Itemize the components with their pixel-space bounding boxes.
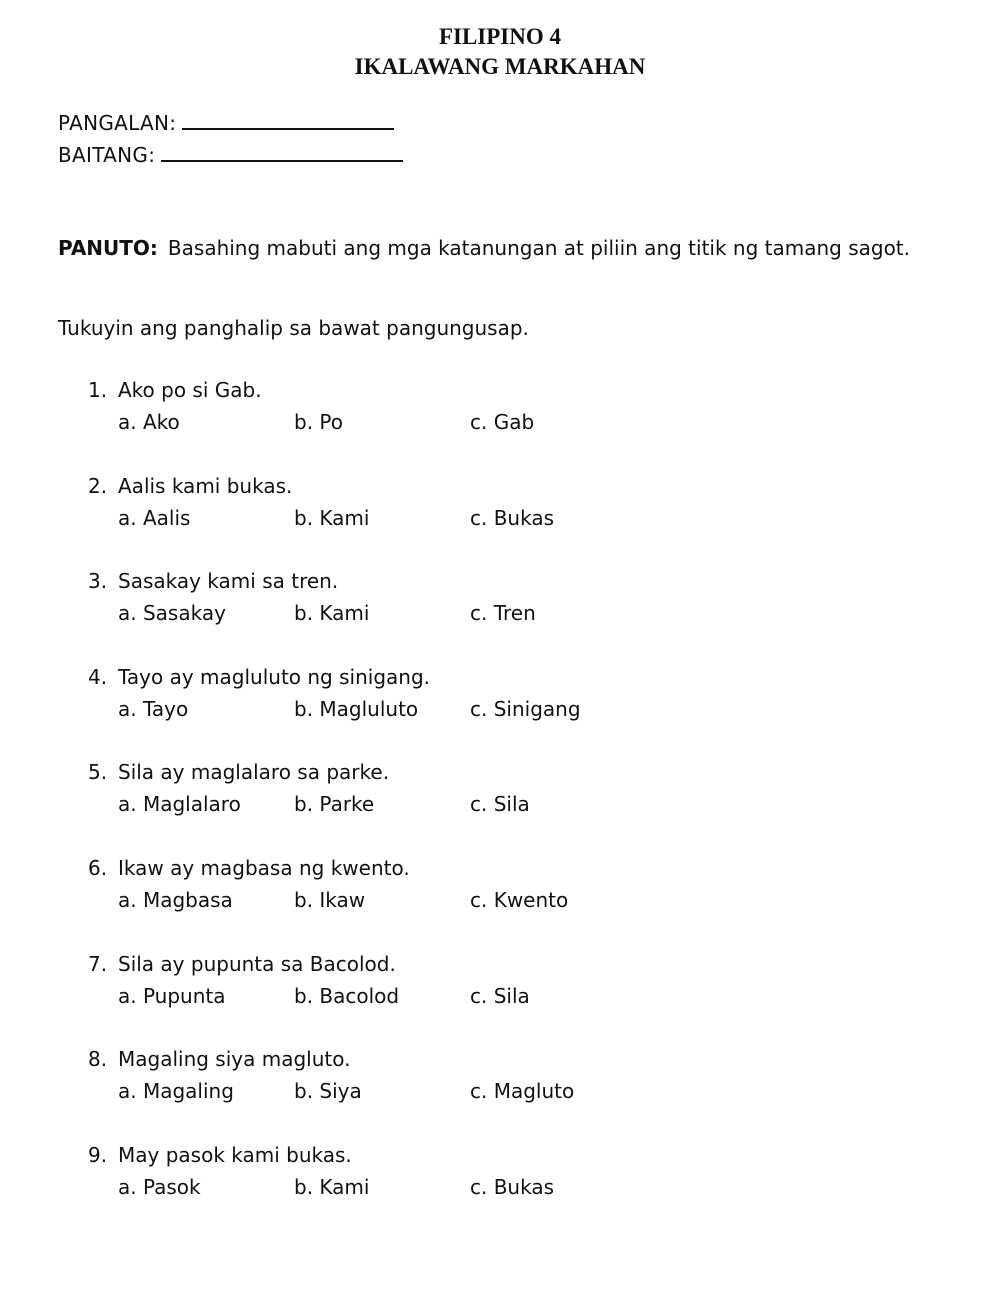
choice-b[interactable]: b. Siya — [294, 1079, 362, 1104]
name-field — [58, 110, 394, 135]
question-text: Ikaw ay magbasa ng kwento. — [118, 855, 410, 880]
question-item — [88, 665, 968, 761]
choice-c[interactable]: c. Bukas — [470, 505, 555, 530]
question-text: Ako po si Gab. — [118, 378, 262, 402]
quarter-title: IKALAWANG MARKAHAN — [354, 54, 646, 79]
choice-c[interactable]: c. Magluto — [470, 1079, 575, 1104]
question-item — [88, 569, 968, 665]
question-number: 4. — [88, 664, 108, 689]
choice-b[interactable]: b. Parke — [294, 792, 375, 817]
question-list — [88, 378, 968, 1238]
choice-b[interactable]: b. Kami — [294, 601, 370, 626]
choice-c[interactable]: c. Tren — [470, 601, 536, 626]
question-number: 2. — [88, 473, 108, 498]
question-number: 8. — [88, 1047, 108, 1072]
choice-b[interactable]: b. Kami — [294, 1174, 370, 1199]
question-text: Sila ay pupunta sa Bacolod. — [118, 951, 396, 976]
choice-a[interactable]: a. Magaling — [118, 1079, 234, 1104]
choice-b[interactable]: b. Bacolod — [294, 983, 400, 1008]
choice-b[interactable]: b. Magluluto — [294, 696, 419, 721]
question-text: May pasok kami bukas. — [118, 1142, 352, 1167]
subject-title: FILIPINO 4 — [438, 24, 562, 49]
choice-c[interactable]: c. Sinigang — [470, 696, 581, 721]
choice-a[interactable]: a. Magbasa — [118, 887, 233, 912]
page-title — [0, 22, 1000, 82]
choice-c[interactable]: c. Sila — [470, 983, 530, 1008]
question-text: Aalis kami bukas. — [118, 473, 293, 498]
question-number: 1. — [88, 378, 108, 402]
grade-blank-line[interactable] — [161, 142, 403, 162]
question-item — [88, 952, 968, 1048]
choice-b[interactable]: b. Ikaw — [294, 887, 366, 912]
choice-c[interactable]: c. Sila — [470, 792, 530, 817]
choice-b[interactable]: b. Po — [294, 410, 343, 434]
choice-c[interactable]: c. Bukas — [470, 1174, 555, 1199]
question-number: 5. — [88, 760, 108, 785]
choice-a[interactable]: a. Aalis — [118, 505, 191, 530]
question-number: 9. — [88, 1142, 108, 1167]
grade-label: BAITANG: — [58, 143, 156, 167]
name-blank-line[interactable] — [182, 110, 394, 130]
question-number: 3. — [88, 569, 108, 594]
instructions-text: Basahing mabuti ang mga katanungan at piliin ang titik ng tamang sagot. — [167, 236, 911, 260]
choice-a[interactable]: a. Pupunta — [118, 983, 226, 1008]
instructions — [58, 236, 978, 260]
question-text: Sasakay kami sa tren. — [118, 569, 339, 594]
question-item — [88, 378, 968, 474]
question-item — [88, 474, 968, 570]
question-text: Sila ay maglalaro sa parke. — [118, 760, 390, 785]
choice-a[interactable]: a. Sasakay — [118, 601, 226, 626]
choice-a[interactable]: a. Pasok — [118, 1174, 201, 1199]
question-text: Magaling siya magluto. — [118, 1047, 351, 1072]
instructions-label: PANUTO: — [58, 236, 158, 260]
choice-c[interactable]: c. Kwento — [470, 887, 569, 912]
section-heading: Tukuyin ang panghalip sa bawat pangungusap. — [58, 316, 529, 340]
question-text: Tayo ay magluluto ng sinigang. — [118, 664, 430, 689]
choice-b[interactable]: b. Kami — [294, 505, 370, 530]
question-item — [88, 856, 968, 952]
choice-c[interactable]: c. Gab — [470, 410, 535, 434]
question-item — [88, 760, 968, 856]
choice-a[interactable]: a. Maglalaro — [118, 792, 241, 817]
choice-a[interactable]: a. Ako — [118, 410, 180, 434]
question-item — [88, 1047, 968, 1143]
question-number: 7. — [88, 951, 108, 976]
choice-a[interactable]: a. Tayo — [118, 696, 189, 721]
grade-field — [58, 142, 403, 167]
question-item — [88, 1143, 968, 1239]
name-label: PANGALAN: — [58, 111, 177, 135]
question-number: 6. — [88, 855, 108, 880]
